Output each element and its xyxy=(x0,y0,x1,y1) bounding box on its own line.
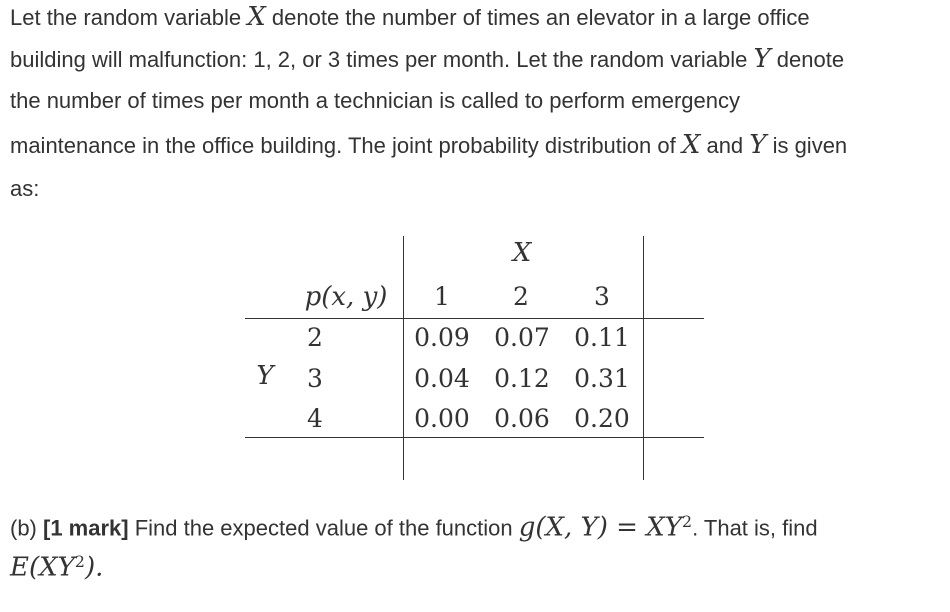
problem-line-3: the number of times per month a technician is called to perform emergency xyxy=(10,88,741,113)
row-header-y: Y xyxy=(256,361,274,391)
table-right-border xyxy=(643,236,644,480)
text: maintenance in the office building. The joint probability distribution of xyxy=(10,133,682,158)
exponent: 2 xyxy=(74,552,85,571)
column-label: 3 xyxy=(594,282,610,311)
table-cell: 0.07 xyxy=(494,323,550,352)
table-cell: 0.04 xyxy=(414,364,470,393)
var-y: Y xyxy=(749,130,767,160)
mark-label: [1 mark] xyxy=(43,515,129,541)
problem-line-5: as: xyxy=(10,176,40,201)
table-bottom-rule xyxy=(245,437,704,438)
function-expression: g(X, Y) = XY xyxy=(518,512,682,543)
text: denote the number of times an elevator in a large office xyxy=(265,5,810,30)
column-label: 2 xyxy=(513,282,529,311)
column-header-x: X xyxy=(512,238,532,268)
table-header-rule xyxy=(245,318,704,319)
var-x: X xyxy=(247,2,266,32)
row-label: 2 xyxy=(307,323,323,352)
exponent: 2 xyxy=(681,512,693,531)
column-label: 1 xyxy=(434,282,450,311)
part-label: (b) xyxy=(10,515,43,541)
expression-close: ). xyxy=(84,552,104,583)
expectation-expression: E(XY xyxy=(10,552,75,583)
row-label: 3 xyxy=(307,364,323,393)
table-divider-vertical xyxy=(403,236,404,480)
row-label: 4 xyxy=(307,404,323,433)
table-cell: 0.31 xyxy=(574,364,630,393)
text: . That is, find xyxy=(692,515,818,541)
table-cell: 0.12 xyxy=(494,364,550,393)
var-y: Y xyxy=(753,44,771,74)
question-line-2 xyxy=(10,552,103,582)
table-cell: 0.06 xyxy=(494,404,550,433)
table-cell: 0.09 xyxy=(414,323,470,352)
table-cell: 0.00 xyxy=(414,404,470,433)
table-cell: 0.11 xyxy=(574,323,630,352)
table-corner-label: p(x, y) xyxy=(304,282,388,312)
question-line-1 xyxy=(10,512,818,542)
text: building will malfunction: 1, 2, or 3 times per month. Let the random variable xyxy=(10,47,754,72)
text: Let the random variable xyxy=(10,5,248,30)
text: is given xyxy=(766,133,848,158)
text: Find the expected value of the function xyxy=(128,515,519,541)
text: denote xyxy=(770,47,845,72)
table-cell: 0.20 xyxy=(574,404,630,433)
text: and xyxy=(700,133,750,158)
var-x: X xyxy=(681,130,701,160)
